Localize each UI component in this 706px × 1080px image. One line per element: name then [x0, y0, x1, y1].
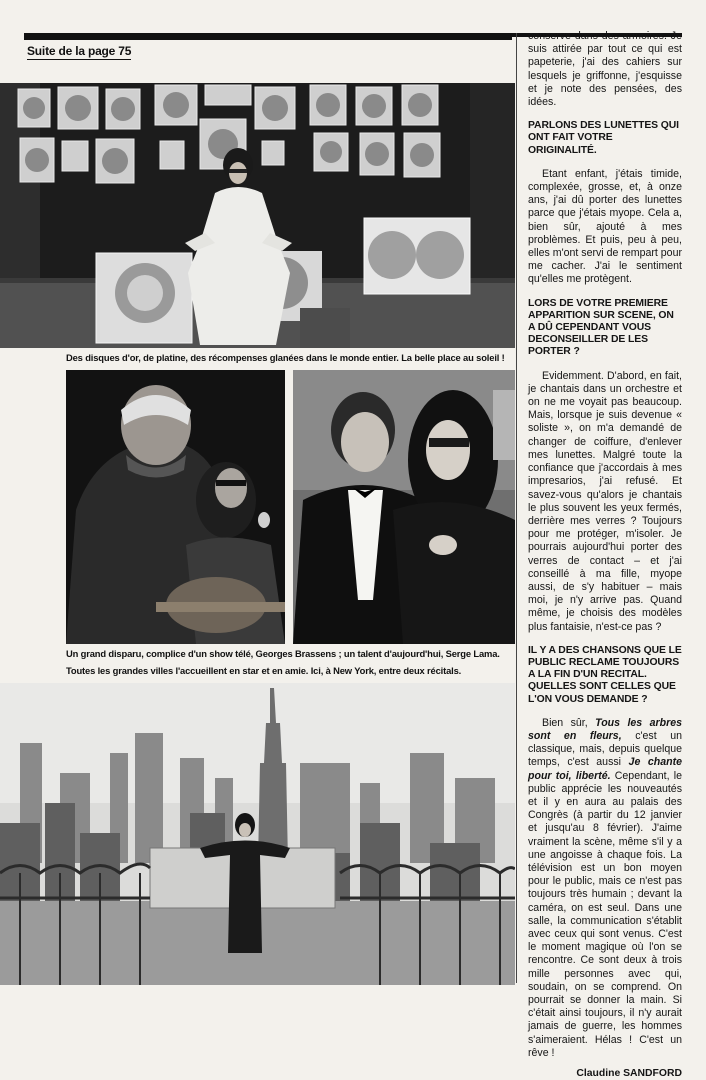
serge-lama-image: [293, 370, 515, 644]
photo-serge-lama: [293, 370, 515, 644]
gold-records-image: [0, 83, 515, 348]
article-paragraph-intro: conserve dans des armoires. Je suis attirée par tout ce qui est papeterie, j'ai des cahiers sur lesquels je griffonne, j'esquisse et je note des pensées, des idées.: [528, 30, 682, 109]
caption-newyork: Toutes les grandes villes l'accueillent en star et en amie. Ici, à New York, entre deux récitals.: [66, 665, 462, 676]
interview-answer-3: [528, 717, 682, 1060]
new-york-image: [0, 683, 515, 985]
caption-records: Des disques d'or, de platine, des récompenses glanées dans le monde entier. La belle place au soleil !: [66, 352, 505, 363]
interview-question-3: IL Y A DES CHANSONS QUE LE PUBLIC RECLAME TOUJOURS A LA FIN D'UN RECITAL. QUELLES SONT CELLES QUE L'ON VOUS DEMANDE ?: [528, 644, 682, 705]
answer-3-text-c: Cependant, le public apprécie les nouveautés et il y en aura au palais des Congrès (à partir du 12 janvier et jusqu'au 8 février). J'aime vraiment la scène, même s'il y a une angoisse à chaque fois. La télévision est un bon moyen pour le public, mais ce n'est pas toujours très humain ; devant la caméra, on est seul. Dans une salle, la communication s'établit avec ceux qui sont venus. C'est le moment magique où l'on se rencontre. Ce sont deux à trois mille personnes avec qui, soudain, on se comprend. On pourrait se donner la main. Si c'était ainsi toujours, il n'y aurait jamais de guerre, les hommes s'aimeraient. Hélas ! C'est un rêve !: [528, 769, 682, 1059]
answer-3-text-b: c'est un classique, mais, depuis quelque temps, c'est aussi: [528, 729, 682, 769]
song-title-liberte: Je chante pour toi, liberté.: [528, 756, 682, 782]
photo-gold-records: [0, 83, 515, 348]
brassens-image: [66, 370, 285, 644]
top-rule: [24, 33, 512, 40]
interview-question-2: LORS DE VOTRE PREMIERE APPARITION SUR SCENE, ON A DÛ CEPENDANT VOUS DECONSEILLER DE LES PORTER ?: [528, 297, 674, 358]
photo-new-york: [0, 683, 515, 985]
interview-answer-2: Evidemment. D'abord, en fait, je chantais dans un orchestre et on ne me voyait pas beaucoup. Mais, lorsque je suis devenue « soliste », on m'a demandé de changer de coiffure, d'enlever mes lunettes. Malgré toute la confiance que j'accordais à mes impresarios, j'ai refusé. Et savez-vous qu'alors je chantais le plus souvent les yeux fermés, derrière mes verres ? Toujours pour me protéger, m'isoler. Je pourrais aujourd'hui porter des verres de contact – et j'ai conseillé à ma fille, myope aussi, de s'y habituer – mais moi, je n'y arrive pas. Quand même, je choisis des modèles plus fantaisie, n'est-ce pas ?: [528, 369, 682, 633]
song-title-arbres: Tous les arbres sont en fleurs,: [528, 716, 682, 742]
column-divider: [516, 33, 517, 983]
article-column: [528, 30, 682, 1080]
interview-question-1: PARLONS DES LUNETTES QUI ONT FAIT VOTRE ORIGINALITÉ.: [528, 120, 679, 156]
answer-3-text-a: Bien sûr,: [542, 716, 596, 729]
interview-answer-1: Etant enfant, j'étais timide, complexée, grosse, et, à onze ans, j'ai dû porter des lunettes parce que j'étais myope. Cela a, bien sûr, ajouté à mes problèmes. Et puis, peu à peu, elles m'ont servi de rempart pour me cacher. J'ai le sentiment qu'elles me protègent.: [528, 167, 682, 286]
caption-duo: Un grand disparu, complice d'un show télé, Georges Brassens ; un talent d'aujourd'hui, Serge Lama.: [66, 648, 500, 659]
photo-brassens: [66, 370, 285, 644]
author-signature: Claudine SANDFORD: [576, 1068, 682, 1080]
continued-from-label: Suite de la page 75: [27, 44, 132, 58]
